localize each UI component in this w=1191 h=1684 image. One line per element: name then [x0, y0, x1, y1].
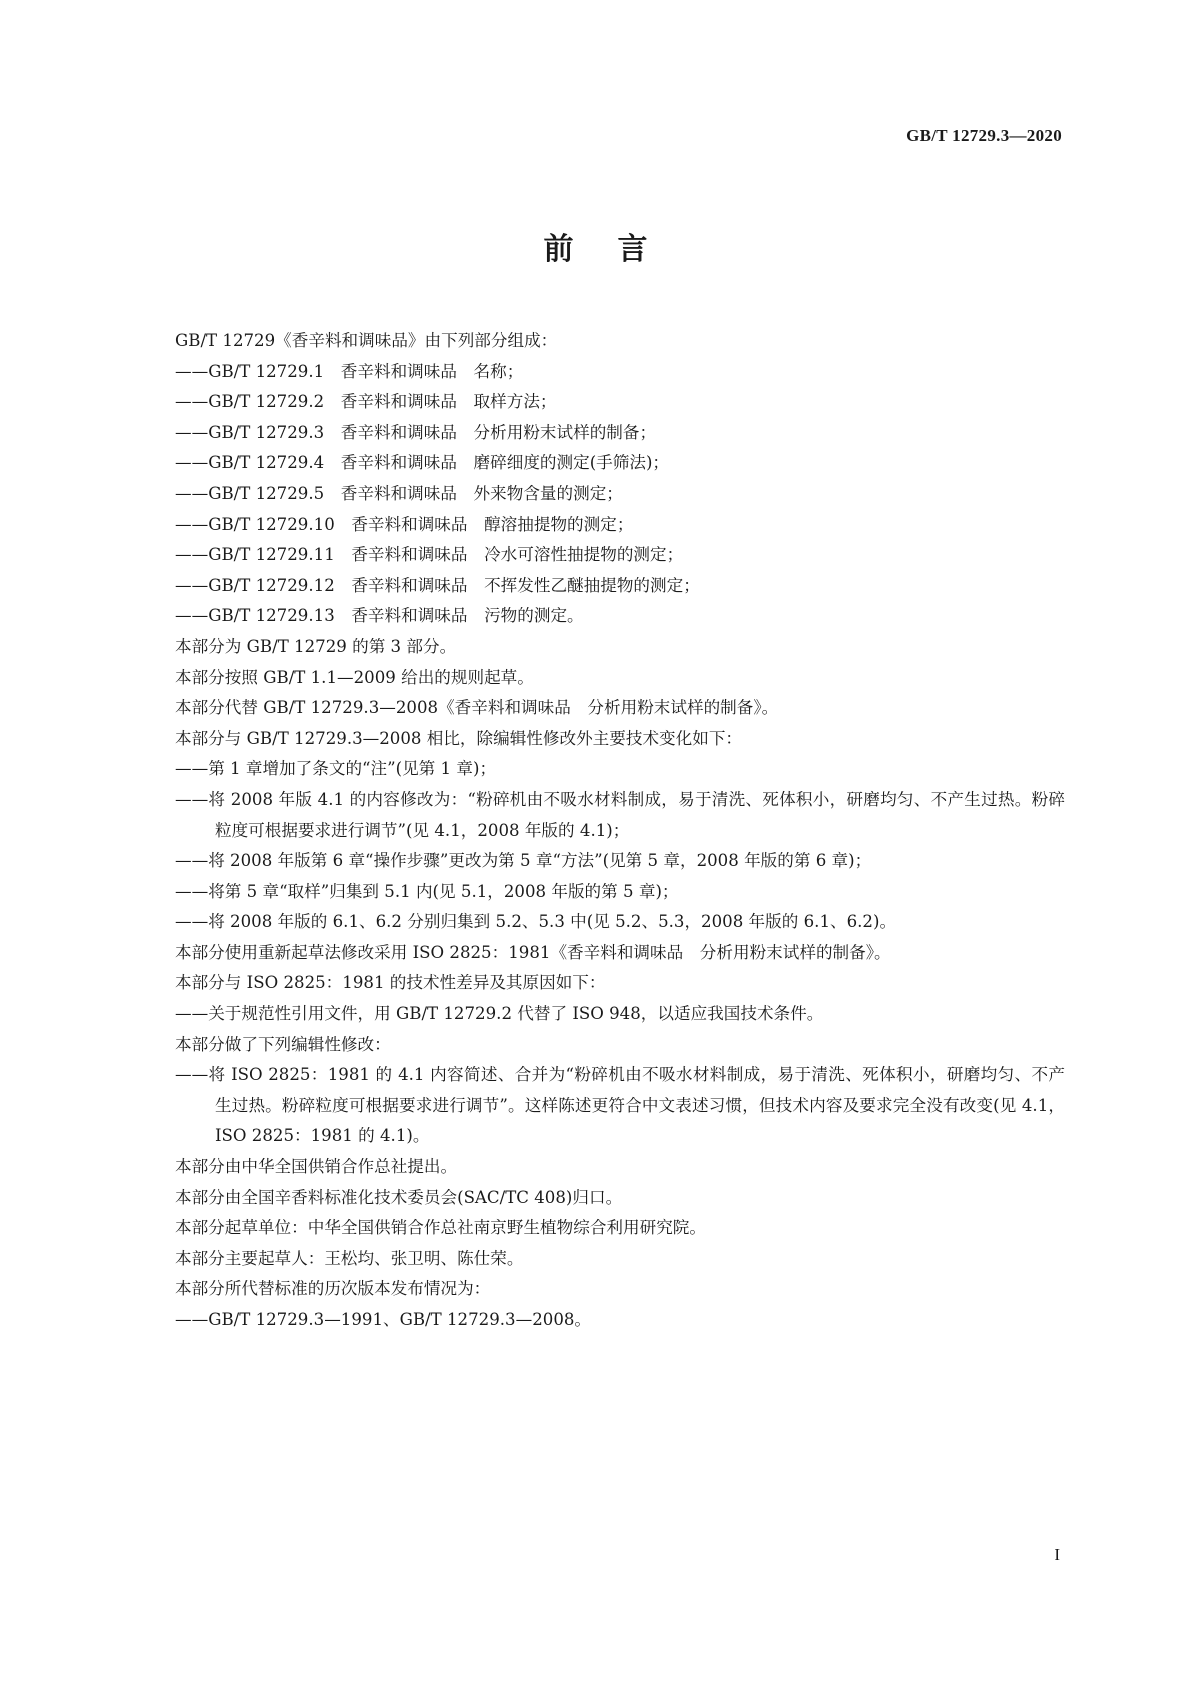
- body-paragraph: 本部分为 GB/T 12729 的第 3 部分。: [175, 636, 457, 656]
- list-item: ——将 2008 年版 4.1 的内容修改为：“粉碎机由不吸水材料制成，易于清洗、死体积小，研磨均匀、不产生过热。粉碎粒度可根据要求进行调节”(见 4.1，2008 年版的 4.1)；: [175, 789, 1065, 840]
- list-item: ——将第 5 章“取样”归集到 5.1 内(见 5.1，2008 年版的第 5 章)；: [175, 881, 679, 901]
- body-paragraph: 本部分与 ISO 2825：1981 的技术性差异及其原因如下：: [175, 973, 606, 993]
- standard-number: GB/T 12729.3—2020: [906, 126, 1062, 145]
- body-paragraph: 本部分做了下列编辑性修改：: [175, 1034, 391, 1054]
- list-item: ——GB/T 12729.11 香辛料和调味品 冷水可溶性抽提物的测定；: [175, 545, 684, 565]
- body-paragraph: GB/T 12729《香辛料和调味品》由下列部分组成：: [175, 331, 558, 350]
- body-paragraph: 本部分起草单位：中华全国供销合作总社南京野生植物综合利用研究院。: [175, 1218, 706, 1238]
- list-item: ——GB/T 12729.1 香辛料和调味品 名称；: [175, 361, 524, 381]
- body-paragraph: 本部分按照 GB/T 1.1—2009 给出的规则起草。: [175, 667, 534, 687]
- list-item: ——GB/T 12729.13 香辛料和调味品 污物的测定。: [175, 606, 584, 626]
- list-item: ——GB/T 12729.3 香辛料和调味品 分析用粉末试样的制备；: [175, 422, 657, 442]
- body-paragraph: 本部分由全国辛香料标准化技术委员会(SAC/TC 408)归口。: [175, 1187, 623, 1207]
- list-item: ——将 2008 年版的 6.1、6.2 分别归集到 5.2、5.3 中(见 5.2、5.3，2008 年版的 6.1、6.2)。: [175, 912, 897, 932]
- foreword-body: [175, 326, 1065, 1336]
- list-item: ——GB/T 12729.2 香辛料和调味品 取样方法；: [175, 392, 557, 412]
- list-item: ——将 2008 年版第 6 章“操作步骤”更改为第 5 章“方法”(见第 5 章，2008 年版的第 6 章)；: [175, 851, 872, 871]
- body-paragraph: 本部分所代替标准的历次版本发布情况为：: [175, 1279, 491, 1299]
- list-item: ——GB/T 12729.10 香辛料和调味品 醇溶抽提物的测定；: [175, 514, 634, 534]
- page-number: I: [1054, 1545, 1060, 1564]
- list-item: ——将 ISO 2825：1981 的 4.1 内容简述、合并为“粉碎机由不吸水材料制成，易于清洗、死体积小，研磨均匀、不产生过热。粉碎粒度可根据要求进行调节”。这样陈述更符合中文表述习惯，但技术内容及要求完全没有改变(见 4.1，ISO 2825：1981 的 4.1)。: [175, 1065, 1065, 1146]
- list-item: ——GB/T 12729.12 香辛料和调味品 不挥发性乙醚抽提物的测定；: [175, 575, 700, 595]
- page-title: 前言: [543, 232, 692, 267]
- body-paragraph: 本部分由中华全国供销合作总社提出。: [175, 1157, 458, 1177]
- body-paragraph: 本部分代替 GB/T 12729.3—2008《香辛料和调味品 分析用粉末试样的制备》。: [175, 698, 779, 718]
- list-item: ——GB/T 12729.3—1991、GB/T 12729.3—2008。: [175, 1310, 592, 1329]
- body-paragraph: 本部分主要起草人：王松均、张卫明、陈仕荣。: [175, 1248, 524, 1268]
- body-paragraph: 本部分与 GB/T 12729.3—2008 相比，除编辑性修改外主要技术变化如下：: [175, 728, 743, 748]
- body-paragraph: 本部分使用重新起草法修改采用 ISO 2825：1981《香辛料和调味品 分析用粉末试样的制备》。: [175, 942, 891, 962]
- list-item: ——关于规范性引用文件，用 GB/T 12729.2 代替了 ISO 948，以适应我国技术条件。: [175, 1004, 824, 1024]
- list-item: ——第 1 章增加了条文的“注”(见第 1 章)；: [175, 759, 497, 779]
- list-item: ——GB/T 12729.5 香辛料和调味品 外来物含量的测定；: [175, 483, 623, 503]
- list-item: ——GB/T 12729.4 香辛料和调味品 磨碎细度的测定(手筛法)；: [175, 453, 670, 473]
